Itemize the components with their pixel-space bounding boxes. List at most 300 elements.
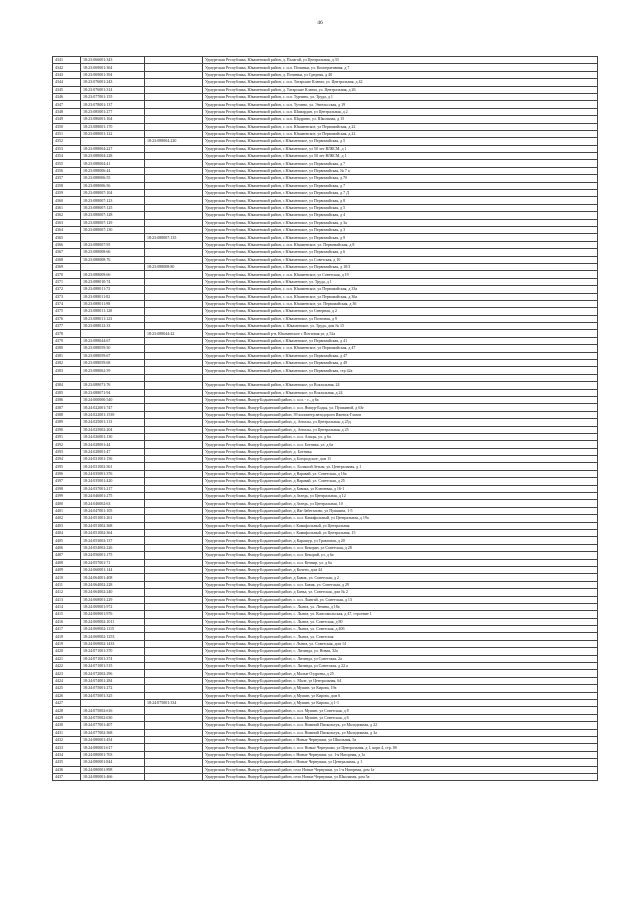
table-row [53,153,598,160]
table-row [53,374,598,381]
address-cell: Удмуртская Республика, Юкаменский район, с Юкаменское, ул Вокзальная, д 24 [203,389,598,396]
address-cell: Удмуртская Республика, Ямпур-Бодьинский район, с. Лынга, ул. Советская, д 40б [203,626,598,633]
table-row [53,197,598,204]
table-row [53,404,598,411]
table-row [53,286,598,293]
cadastral-number-cell [81,234,145,241]
table-row [53,160,598,167]
table-row [53,515,598,522]
table-row [53,618,598,625]
cadastral-number-cell: 18:23:088007:95 [81,241,145,248]
table-row [53,419,598,426]
cadastral-number-alt-cell [145,190,203,197]
row-number-cell: 4425 [53,685,81,692]
row-number-cell: 4366 [53,241,81,248]
cadastral-number-cell: 18:23:076001:314 [81,86,145,93]
cadastral-number-alt-cell [145,286,203,293]
address-cell: Удмуртская Республика, Ямпур-Бодьинский район, с. и.п. Кекоран, ул Советская, д 28 [203,544,598,551]
row-number-cell: 4431 [53,729,81,736]
row-number-cell: 4406 [53,544,81,551]
address-cell: Удмуртская Республика, Юкаменский район, д. Палагай, ул Центральная, д 33 [203,57,598,64]
cadastral-number-alt-cell [145,537,203,544]
address-cell: Удмуртская Республика, Юкаменский район, с. и.п. Турчино, ул. Труда, д 1 [203,93,598,100]
table-row [53,485,598,492]
table-row [53,766,598,773]
row-number-cell: 4409 [53,566,81,573]
row-number-cell: 4435 [53,759,81,766]
cadastral-number-alt-cell [145,79,203,86]
row-number-cell: 4378 [53,330,81,337]
address-cell: Удмуртская Республика, Ямпур-Бодьинский район, с Новые Чернушки, ул Школьная, 5а [203,736,598,743]
table-row [53,633,598,640]
row-number-cell: 4381 [53,352,81,359]
cadastral-number-cell: 18:23:088011:123 [81,315,145,322]
cadastral-number-cell: 18:23:088007:123 [81,197,145,204]
table-row [53,108,598,115]
cadastral-number-alt-cell [145,123,203,130]
row-number-cell: 4361 [53,204,81,211]
table-row [53,138,598,145]
table-row [53,559,598,566]
address-cell: Удмуртская Республика, Ямпур-Бодьинский район, д Зеледь, ул Центральная, 10 [203,500,598,507]
address-cell: Удмуртская Республика, Ямпур-Бодьинский район, с Новые Чернушки, ул. 1-я Нагорная, д 1а [203,751,598,758]
table-row [53,182,598,189]
row-number-cell: 4355 [53,160,81,167]
cadastral-number-alt-cell [145,485,203,492]
address-cell: Удмуртская Республика, Ямпур-Бодьинский район, д. Ангалы, ул Центральная, д 25 [203,426,598,433]
cadastral-number-alt-cell: 18:24:075001:334 [145,699,203,706]
row-number-cell: 4346 [53,93,81,100]
cadastral-number-alt-cell [145,175,203,182]
address-cell: Удмуртская Республика, Ямпур-Бодьинский район, д Мушин, ул Кирова, дом 6 [203,692,598,699]
cadastral-number-alt-cell [145,197,203,204]
row-number-cell: 4380 [53,345,81,352]
cadastral-number-alt-cell [145,596,203,603]
table-row [53,478,598,485]
row-number-cell: 4349 [53,116,81,123]
row-number-cell: 4369 [53,263,81,270]
cadastral-number-cell: 18:24:071001:515 [81,663,145,670]
cadastral-number-alt-cell [145,751,203,758]
cadastral-number-cell: 18:23:088012:33 [81,323,145,330]
address-cell: Удмуртская Республика, Юкаменский район, с Юкаменское, ул Первомайская, д 4 [203,212,598,219]
address-cell: Удмуртская Республика, Ямпур-Бодьинский район, с. Лизинда, ул Советская, д 22 а [203,663,598,670]
address-cell: Удмуртская Республика, Юкаменский район, с. и.п. Юкаменское, ул. Первомайская, д 36 [203,300,598,307]
cadastral-number-cell: 18:24:028001:44 [81,441,145,448]
cadastral-number-alt-cell: 18:23:088004:220 [145,138,203,145]
table-row [53,219,598,226]
address-cell: Удмуртская Республика, Юкаменский район, с Юкаменское, ул Советская, д 10 [203,256,598,263]
address-cell: Удмуртская Республика, Юкаменский район, с Юкаменское, ул Первомайская, д 47 [203,352,598,359]
row-number-cell: 4350 [53,123,81,130]
cadastral-number-cell: 18:24:056001:175 [81,552,145,559]
cadastral-number-cell: 18:23:088008:76 [81,256,145,263]
address-cell: Удмуртская Республика, Ямпур-Бодьинский район, с. и.п. Нижний Пискольтук, ул Молодежная, д 3а [203,729,598,736]
row-number-cell: 4384 [53,382,81,389]
address-cell: Удмуртская Республика, Ямпур-Бодьинский район, с. и.п. Ботника, ул. д 6а [203,441,598,448]
row-number-cell: 4427 [53,699,81,706]
address-cell: Удмуртская Республика, Юкаменский район, с Юкаменское, ул 50 лет ВЛКСМ, д 1 [203,145,598,152]
cadastral-number-alt-cell [145,153,203,160]
cadastral-number-cell: 18:23:088001:122 [81,130,145,137]
table-row [53,456,598,463]
cadastral-number-cell: 18:23:088006:44 [81,167,145,174]
address-cell: Удмуртская Республика, Ямпур-Бодьинский район, д Варавай, ул. Советская, д 16а [203,470,598,477]
row-number-cell: 4422 [53,663,81,670]
cadastral-number-cell: 18:23:077001:155 [81,93,145,100]
table-row [53,699,598,706]
cadastral-number-alt-cell [145,626,203,633]
table-row [53,130,598,137]
table-row [53,263,598,270]
cadastral-number-cell: 18:24:075001:325 [81,692,145,699]
cadastral-number-cell: 18:23:088009:66 [81,271,145,278]
row-number-cell: 4397 [53,478,81,485]
address-cell: Удмуртская Республика, Ямпур-Бодьинский район, д Варавай, ул. Советская, д 25 [203,478,598,485]
table-row [53,323,598,330]
address-cell: Удмуртская Республика, Юкаменский район, с. и.п. Татарские Ключи, ул. Центральная, д 42 [203,79,598,86]
address-cell: Удмуртская Республика, Ямпур-Бодьинский район, д Кочеги, дом 44 [203,566,598,573]
address-cell: Удмуртская Республика, Ямпур-Бодьинский район, село Новые Чернушки, ул 1-я Нагорная, дом 1а [203,766,598,773]
table-row [53,722,598,729]
row-number-cell: 4345 [53,86,81,93]
address-cell: Удмуртская Республика, Юкаменский район, с Юкаменское, ул Первомайская, д 41 [203,337,598,344]
address-cell: Удмуртская Республика, Ямпур-Бодьинский район, с. Лынга, ул. Ленина, д 18а [203,603,598,610]
cadastral-number-alt-cell [145,759,203,766]
cadastral-number-cell: 18:23:088011:82 [81,293,145,300]
row-number-cell: 4357 [53,175,81,182]
cadastral-number-alt-cell [145,426,203,433]
row-number-cell: 4408 [53,559,81,566]
address-cell: Удмуртская Республика, Ямпур-Бодьинский район, с. и.п. Альцы, ул. д 6а [203,433,598,440]
cadastral-number-alt-cell [145,559,203,566]
cadastral-number-alt-cell [145,744,203,751]
row-number-cell: 4394 [53,456,81,463]
cadastral-number-alt-cell [145,441,203,448]
cadastral-number-alt-cell [145,130,203,137]
cadastral-number-cell: 18:24:071001:374 [81,655,145,662]
address-cell: Удмуртская Республика, Юкаменский район, с Юкаменское, ул Первомайская, д 7 Д [203,190,598,197]
row-number-cell: 4359 [53,190,81,197]
table-row [53,707,598,714]
cadastral-number-cell: 18:23:088062:59 [81,367,145,374]
address-cell: Удмуртская Республика, Юкаменский район, с. и.п. Юкаменское, ул Советская, д 19 [203,271,598,278]
cadastral-number-alt-cell [145,345,203,352]
table-row [53,79,598,86]
cadastral-number-cell: 18:24:046002:63 [81,500,145,507]
row-number-cell: 4426 [53,692,81,699]
row-number-cell: 4368 [53,256,81,263]
cadastral-number-cell: 18:23:088008:66 [81,249,145,256]
cadastral-number-cell: 18:24:000000:540 [81,396,145,403]
cadastral-number-cell: 18:24:035001:420 [81,478,145,485]
table-row [53,448,598,455]
cadastral-number-alt-cell [145,470,203,477]
cadastral-number-alt-cell [145,108,203,115]
address-cell: Удмуртская Республика, Ямпур-Бодьинский район, д Иж-Забегалово, ул Пушкина, 1-5 [203,507,598,514]
row-number-cell: 4372 [53,286,81,293]
table-row [53,574,598,581]
cadastral-number-alt-cell [145,293,203,300]
table-row [53,71,598,78]
row-number-cell: 4436 [53,766,81,773]
table-row [53,714,598,721]
address-cell: Удмуртская Республика, Ямпур-Бодьинский район, с. Мале, ул Центральная, 64 [203,677,598,684]
cadastral-number-alt-cell [145,670,203,677]
address-cell: Удмуртская Республика, Юкаменский район, с Юкаменское, ул Первомайская, д 5 [203,138,598,145]
address-cell: Удмуртская Республика, Ямпур-Бодьинский район, д Зеледь, ул Центральная, д 12 [203,493,598,500]
cadastral-number-cell: 18:24:072002:296 [81,670,145,677]
row-number-cell: 4398 [53,485,81,492]
cadastral-number-alt-cell [145,522,203,529]
table-row [53,145,598,152]
table-row [53,278,598,285]
row-number-cell: 4376 [53,315,81,322]
table-row [53,655,598,662]
table-row [53,116,598,123]
cadastral-number-cell: 18:23:066001:343 [81,57,145,64]
table-row [53,596,598,603]
row-number-cell: 4343 [53,71,81,78]
address-cell: Удмуртская Республика, Ямпур-Бодьинский район, с. и.п. Лынгай, ул. Советская, д 13 [203,596,598,603]
address-cell: Удмуртская Республика, Юкаменский район, с Юкаменское, ул Первомайская, д 8 [203,197,598,204]
cadastral-number-alt-cell [145,300,203,307]
row-number-cell: 4356 [53,167,81,174]
table-row [53,773,598,780]
cadastral-number-alt-cell [145,167,203,174]
table-row [53,256,598,263]
address-cell: Удмуртская Республика, Юкаменский район, с. и.п. Юкаменское, ул Первомайская, д 22 [203,123,598,130]
address-cell: Удмуртская Республика, Юкаменский район, с Юкаменское, ул Северная, д 2 [203,308,598,315]
cadastral-number-cell: 18:24:077002:368 [81,729,145,736]
row-number-cell: 4347 [53,101,81,108]
table-row [53,123,598,130]
address-cell: Удмуртская Республика, Ямпур-Бодьинский район, с. и.п. Кечнир, ул. д 6а [203,559,598,566]
cadastral-number-cell: 18:24:069001:976 [81,611,145,618]
row-number-cell: 4434 [53,751,81,758]
address-cell: Удмуртская Республика, Юкаменский район, с Юкаменское, ул Первомайская, д 3а [203,219,598,226]
cadastral-number-alt-cell [145,374,203,381]
table-row [53,751,598,758]
cadastral-number-alt-cell [145,714,203,721]
address-cell: Удмуртская Республика, Юкаменский район, с Юкаменское, ул Первомайская, д 8 [203,234,598,241]
table-row [53,64,598,71]
row-number-cell: 4417 [53,626,81,633]
row-number-cell: 4428 [53,707,81,714]
cadastral-number-alt-cell [145,71,203,78]
row-number-cell: 4403 [53,522,81,529]
cadastral-number-alt-cell [145,552,203,559]
cadastral-number-alt-cell [145,515,203,522]
row-number-cell: 4370 [53,271,81,278]
row-number-cell: 4373 [53,293,81,300]
row-number-cell: 4363 [53,219,81,226]
address-cell: Удмуртская Республика, Ямпур-Бодьинский район, с. Лизинда, ул. Новая, 32а [203,648,598,655]
table-row [53,101,598,108]
row-number-cell: 4352 [53,138,81,145]
row-number-cell: 4389 [53,419,81,426]
address-cell: Удмуртская Республика, Ямпур-Бодьинский район, д Баньа, ул. Советская, дом № 2 [203,589,598,596]
table-row [53,530,598,537]
address-cell: Удмуртская Республика, Юкаменский район, с. и.п. Юкаменское, ул Первомайская, д 33а [203,286,598,293]
cadastral-number-alt-cell [145,603,203,610]
address-cell: Удмуртская Республика, Юкаменский район, с Юкаменское, ул Первомайская, д 7б [203,175,598,182]
cadastral-number-alt-cell [145,448,203,455]
cadastral-number-alt-cell: 18:23:088008:80 [145,263,203,270]
address-cell: Удмуртская Республика, Юкаменский район, с. и.п. Шадрино, ул. Школьная, д 15 [203,116,598,123]
cadastral-number-alt-cell [145,611,203,618]
row-number-cell: 4419 [53,640,81,647]
cadastral-number-alt-cell [145,396,203,403]
cadastral-number-cell: 18:23:088004:41 [81,160,145,167]
cadastral-number-alt-cell [145,182,203,189]
table-row [53,212,598,219]
row-number-cell: 4412 [53,589,81,596]
address-cell: Удмуртская Республика, Ямпур-Бодьинский район, д Бавик, ул. Советская, д 2 [203,574,598,581]
cadastral-number-cell: 18:24:046001:275 [81,493,145,500]
address-cell: Удмуртская Республика, Юкаменский район, с Юкаменское, ул Первомайская, д 7 [203,160,598,167]
address-cell: Удмуртская Республика, Ямпур-Бодьинский район, с. и.п. Мушин, ул Советская, д 6 [203,714,598,721]
row-number-cell: 4405 [53,537,81,544]
cadastral-number-cell: 18:24:051002:364 [81,530,145,537]
row-number-cell: 4401 [53,507,81,514]
row-number-cell: 4362 [53,212,81,219]
cadastral-number-alt-cell [145,463,203,470]
cadastral-number-alt-cell [145,145,203,152]
address-cell: Удмуртская Республика, Ямпур-Бодьинский район, с. и.п. Нижний Пискольтук, ул Молодежная, д 22 [203,722,598,729]
cadastral-number-alt-cell [145,729,203,736]
cadastral-number-cell: 18:24:053002:137 [81,537,145,544]
cadastral-number-cell: 18:24:080001:466 [81,773,145,780]
cadastral-number-alt-cell [145,493,203,500]
cadastral-number-alt-cell [145,692,203,699]
cadastral-number-cell: 18:24:035001:376 [81,470,145,477]
cadastral-number-alt-cell [145,433,203,440]
row-number-cell: 4364 [53,226,81,233]
row-number-cell: 4377 [53,323,81,330]
address-cell: Удмуртская Республика, Ямпур-Бодьинский район, д Малые Оздроны, д 25 [203,670,598,677]
cadastral-number-cell: 18:24:026001:130 [81,433,145,440]
table-row [53,463,598,470]
cadastral-number-cell: 18:24:080001:844 [81,759,145,766]
cadastral-number-alt-cell [145,507,203,514]
address-cell: Удмуртская Республика, Ямпур-Бодьинский район, с. и.п. Ямпур-Бодья, ул. Пушкиной, д 63г [203,404,598,411]
cadastral-number-cell: 18:24:031001:156 [81,456,145,463]
cadastral-number-cell [81,374,145,381]
address-cell: Удмуртская Республика, Юкаменский район, с. и.п. Тутаево, ул. Энгельсская, д 19 [203,101,598,108]
table-row [53,389,598,396]
cadastral-number-cell: 18:24:080001:703 [81,751,145,758]
cadastral-number-cell: 18:24:069002:1433 [81,640,145,647]
address-cell: Удмуртская Республика, Ямпур-Бодьинский район, с Камифольный, ул Центральная [203,522,598,529]
row-number-cell: 4396 [53,470,81,477]
cadastral-number-cell: 18:24:080001:617 [81,744,145,751]
row-number-cell: 4383 [53,367,81,374]
cadastral-number-alt-cell [145,677,203,684]
cadastral-number-alt-cell [145,352,203,359]
row-number-cell: 4393 [53,448,81,455]
row-number-cell: 4420 [53,648,81,655]
cadastral-number-cell: 18:24:028001:47 [81,448,145,455]
cadastral-number-cell: 18:23:078001:137 [81,101,145,108]
cadastral-number-alt-cell [145,500,203,507]
cadastral-number-cell: 18:24:037001:217 [81,485,145,492]
row-number-cell: 4416 [53,618,81,625]
row-number-cell: 4387 [53,404,81,411]
cadastral-number-cell: 18:24:022001:747 [81,404,145,411]
cadastral-number-cell: 18:23:088004:227 [81,145,145,152]
address-cell: Удмуртская Республика, Юкаменский район, с. и.п. Юкаменское, ул Первомайская, д 47 [203,345,598,352]
table-row [53,640,598,647]
table-row [53,626,598,633]
cadastral-number-alt-cell [145,648,203,655]
cadastral-number-cell: 18:24:075001:272 [81,685,145,692]
cadastral-number-alt-cell [145,367,203,374]
table-row [53,581,598,588]
cadastral-number-cell: 18:23:088006:56 [81,182,145,189]
cadastral-number-cell: 18:23:088007:130 [81,226,145,233]
address-cell: Удмуртская Республика, Ямпур-Бодьинский район, с. Большой Зетым, ул. Центральная, д 1 [203,463,598,470]
address-cell: Удмуртская Республика, Ямпур-Бодьинский район, с. и.п. - с., д 6а [203,396,598,403]
address-cell: Удмуртская Республика, Ямпур-Бодьинский район, с. и.п. Новые Чернушки, ул Центральная, д 1, корп 4, стр. 8б [203,744,598,751]
row-number-cell: 4392 [53,441,81,448]
address-cell: Удмуртская Республика, Ямпур-Бодьинский район, д Бавика, ул Ключевая, д 16-1 [203,485,598,492]
address-cell: Удмуртская Республика, Ямпур-Бодьинский район, с. Лынга, ул. Комсомольская, д 47, строение 1 [203,611,598,618]
cadastral-number-cell: 18:23:088010:74 [81,278,145,285]
address-cell [203,374,598,381]
table-row [53,249,598,256]
table-row [53,175,598,182]
cadastral-number-cell: 18:23:086001:164 [81,116,145,123]
table-row [53,670,598,677]
row-number-cell: 4413 [53,596,81,603]
address-cell: Удмуртская Республика, Ямпур-Бодьинский район, село Новые Чернушки, ул Школьная, дом 5а [203,773,598,780]
cadastral-number-alt-cell [145,241,203,248]
address-cell: Удмуртская Республика, Ямпур-Бодьинский район, с. и.п. Бавик, ул. Советская, д 29 [203,581,598,588]
row-number-cell: 4399 [53,493,81,500]
row-number-cell: 4351 [53,130,81,137]
cadastral-number-alt-cell [145,382,203,389]
row-number-cell: 4437 [53,773,81,780]
address-cell: Удмуртская Республика, Юкаменский район, с Юкаменское, ул Первомайская, д 10/3 [203,263,598,270]
row-number-cell: 4379 [53,337,81,344]
cadastral-number-alt-cell [145,663,203,670]
row-number-cell: 4388 [53,411,81,418]
table-row [53,93,598,100]
table-row [53,352,598,359]
cadastral-number-cell: 18:24:054002:226 [81,544,145,551]
cadastral-number-alt-cell [145,640,203,647]
table-row [53,271,598,278]
cadastral-number-alt-cell [145,64,203,71]
address-cell: Удмуртская Республика, Ямпур-Бодьинский район, с. Лынга, ул. Советская, д 80 [203,618,598,625]
cadastral-number-cell: 18:24:077001:407 [81,722,145,729]
row-number-cell: 4375 [53,308,81,315]
cadastral-number-cell: 18:23:088059:68 [81,360,145,367]
table-row [53,204,598,211]
address-cell: Удмуртская Республика, Ямпур-Бодьинский район, с. и.п. Мушин, ул Советская, д 8 [203,707,598,714]
cadastral-number-alt-cell [145,212,203,219]
address-cell: Удмуртская Республика, Юкаменский район, с Юкаменское, ул 50 лет ВЛКСМ, д 1 [203,153,598,160]
cadastral-number-alt-cell [145,456,203,463]
cadastral-number-cell [81,138,145,145]
address-cell: Удмуртская Республика, Юкаменский р-н, Юкаменское с Почтовая ул, д 52а [203,330,598,337]
row-number-cell: 4358 [53,182,81,189]
address-cell: Удмуртская Республика, Ямпур-Бодьинский район, д Мушин, ул Кирова, 19а [203,685,598,692]
cadastral-number-alt-cell [145,389,203,396]
table-row [53,86,598,93]
cadastral-number-cell: 18:24:057001:71 [81,559,145,566]
